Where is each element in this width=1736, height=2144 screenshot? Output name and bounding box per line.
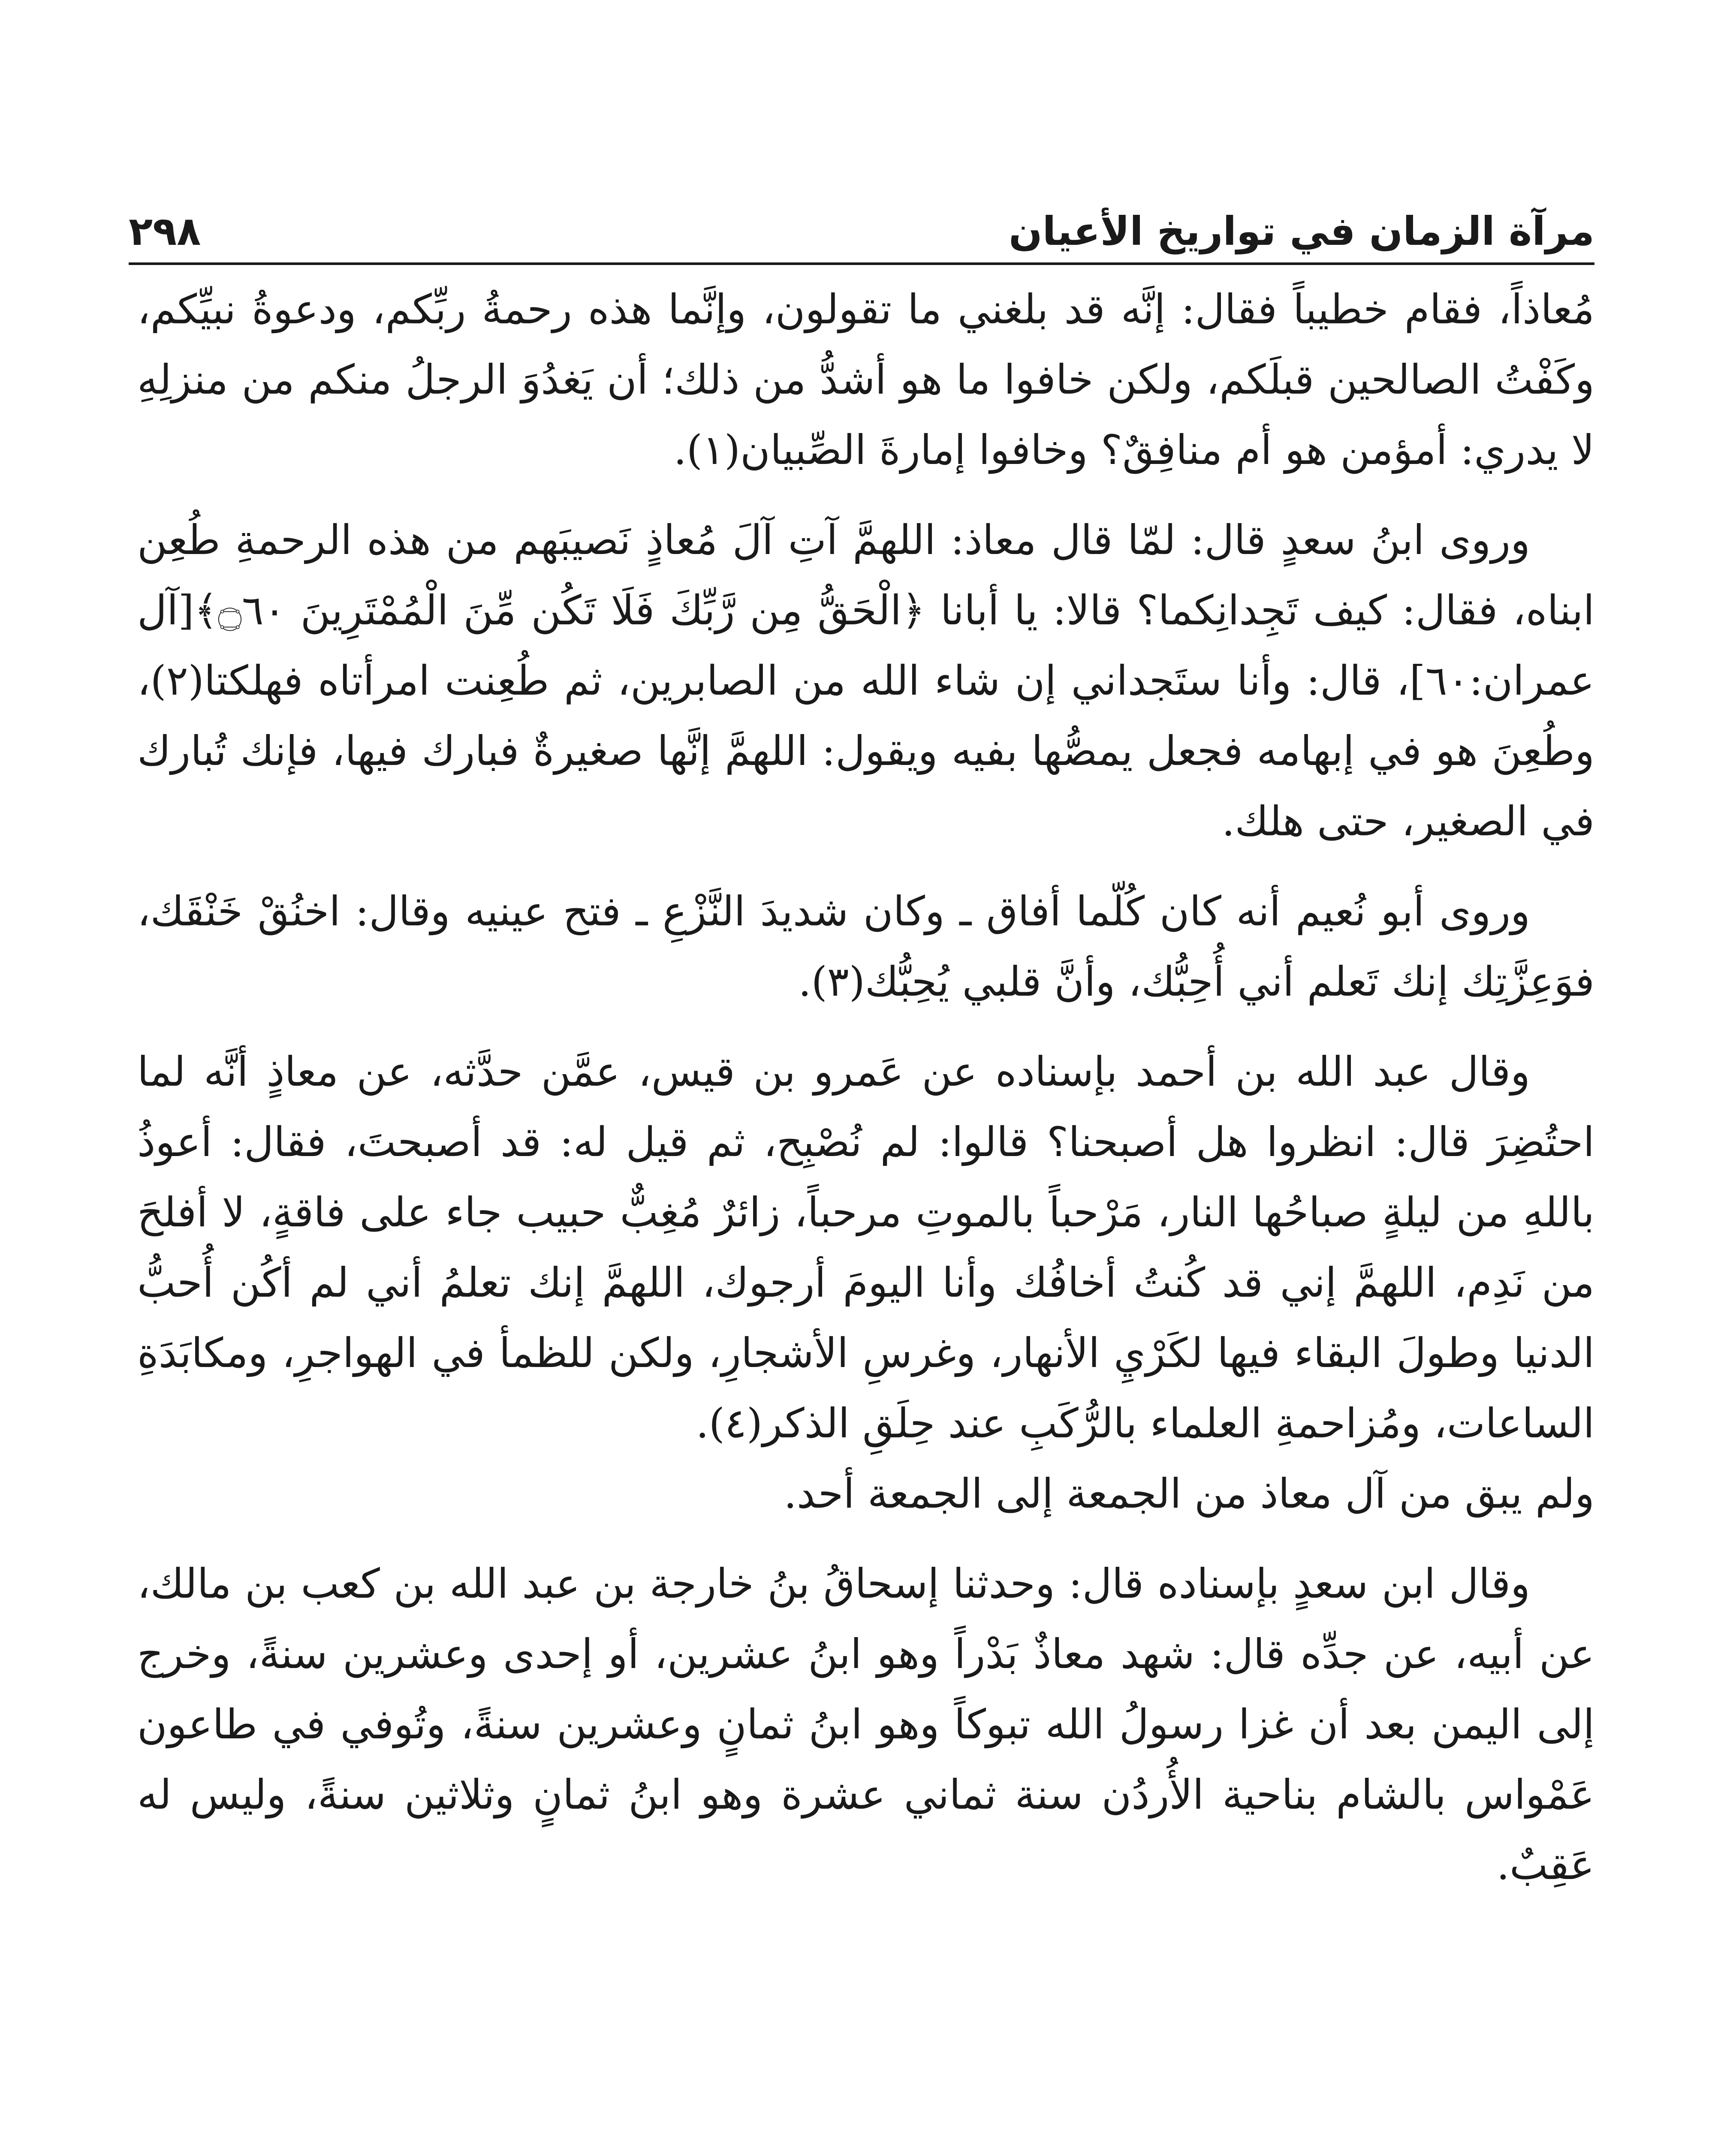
paragraph: وروى أبو نُعيم أنه كان كُلّما أفاق ـ وكان شديدَ النَّزْعِ ـ فتح عينيه وقال: اخنُقْ خَنْقَك، فوَعِزَّتِك إنك تَعلم أني أُحِبُّك، وأنَّ قلبي يُحِبُّك(٣). — [137, 888, 1594, 1006]
main-text — [137, 274, 1594, 2144]
header-rule — [129, 262, 1594, 265]
paragraph: ولم يبق من آل معاذ من الجمعة إلى الجمعة أحد. — [784, 1470, 1594, 1518]
page-number: ٢٩٨ — [129, 208, 201, 254]
paragraph: وقال ابن سعدٍ بإسناده قال: وحدثنا إسحاقُ بنُ خارجة بن عبد الله بن كعب بن مالك، عن أبيه، عن جدِّه قال: شهد معاذٌ بَدْراً وهو ابنُ عشرين، أو إحدى وعشرين سنةً، وخرج إلى اليمن بعد أن غزا رسولُ الله تبوكاً وهو ابنُ ثمانٍ وعشرين سنةً، وتُوفي في طاعون عَمْواس بالشام بناحية الأُردُن سنة ثماني عشرة وهو ابنُ ثمانٍ وثلاثين سنةً، وليس له عَقِبٌ. — [137, 1560, 1594, 1889]
paragraph: وروى ابنُ سعدٍ قال: لمّا قال معاذ: اللهمَّ آتِ آلَ مُعاذٍ نَصيبَهم من هذه الرحمةِ طُعِن ابناه، فقال: كيف تَجِدانِكما؟ قالا: يا أبانا ﴿الْحَقُّ مِن رَّبِّكَ فَلَا تَكُن مِّنَ الْمُمْتَرِينَ ۝٦٠﴾[آل عمران:٦٠]، قال: وأنا ستَجداني إن شاء الله من الصابرين، ثم طُعِنت امرأتاه فهلكتا(٢)، وطُعِنَ هو في إبهامه فجعل يمصُّها بفيه ويقول: اللهمَّ إنَّها صغيرةٌ فبارك فيها، فإنك تُبارك في الصغير، حتى هلك. — [137, 517, 1594, 845]
paragraph: مُعاذاً، فقام خطيباً فقال: إنَّه قد بلغني ما تقولون، وإنَّما هذه رحمةُ ربِّكم، ودعوةُ نبيِّكم، وكَفْتُ الصالحين قبلَكم، ولكن خافوا ما هو أشدُّ من ذلك؛ أن يَغدُوَ الرجلُ منكم من منزلِهِ لا يدري: أمؤمن هو أم منافِقٌ؟ وخافوا إمارةَ الصِّبيان(١). — [137, 286, 1594, 474]
running-header — [129, 180, 1594, 262]
book-title: مرآة الزمان في تواريخ الأعيان — [1009, 208, 1594, 254]
paragraph: وقال عبد الله بن أحمد بإسناده عن عَمرو بن قيس، عمَّن حدَّثه، عن معاذٍ أنَّه لما احتُضِرَ قال: انظروا هل أصبحنا؟ قالوا: لم نُصْبِح، ثم قيل له: قد أصبحتَ، فقال: أعوذُ باللهِ من ليلةٍ صباحُها النار، مَرْحباً بالموتِ مرحباً، زائرٌ مُغِبٌّ حبيب جاء على فاقةٍ، لا أفلحَ من نَدِم، اللهمَّ إني قد كُنتُ أخافُك وأنا اليومَ أرجوك، اللهمَّ إنك تعلمُ أني لم أكُن أُحبُّ الدنيا وطولَ البقاء فيها لكَرْيِ الأنهار، وغرسِ الأشجارِ، ولكن للظمأ في الهواجرِ، ومكابَدَةِ الساعات، ومُزاحمةِ العلماء بالرُّكَبِ عند حِلَقِ الذكر(٤). — [137, 1048, 1594, 1447]
